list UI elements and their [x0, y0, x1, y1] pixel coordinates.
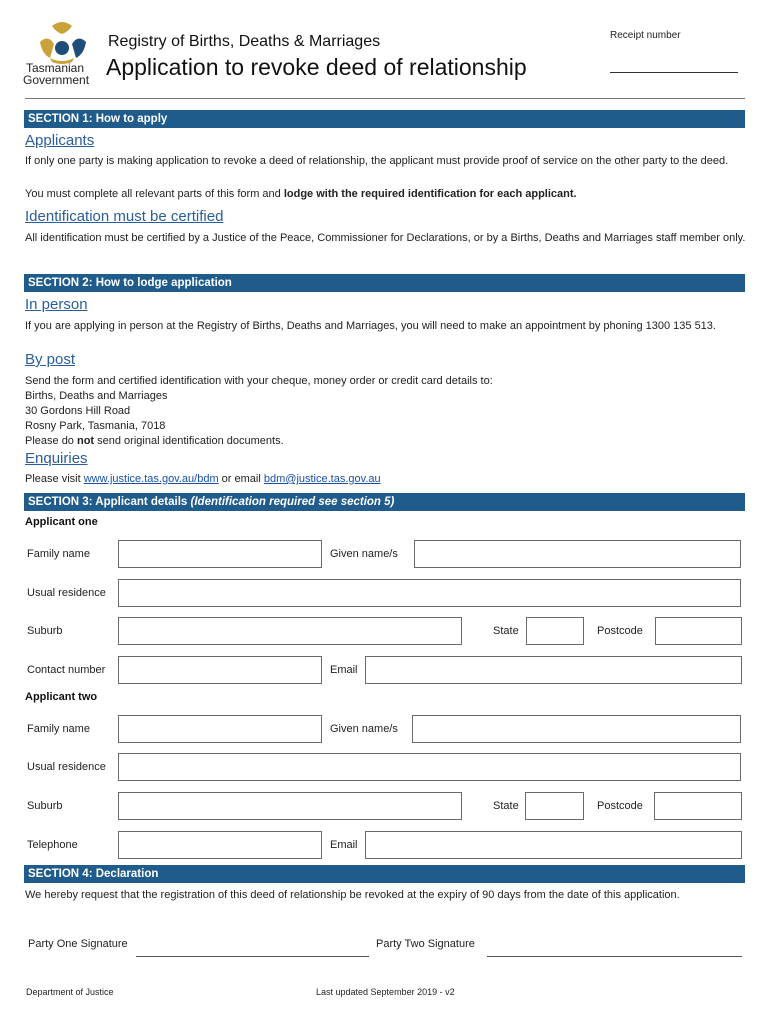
- applicants-p2-bold: lodge with the required identification for each applicant.: [283, 188, 577, 200]
- in-person-paragraph: If you are applying in person at the Registry of Births, Deaths and Marriages, you will need to make an appointment by phoning 1300 135 513.: [25, 320, 716, 332]
- a1-state-label: State: [493, 625, 519, 637]
- a2-family-name-input[interactable]: [118, 715, 322, 743]
- in-person-heading: In person: [25, 296, 88, 313]
- enquiries-text-b: or email: [218, 473, 264, 485]
- a2-telephone-input[interactable]: [118, 831, 322, 859]
- applicants-paragraph-2: [25, 187, 747, 202]
- a2-email-input[interactable]: [365, 831, 742, 859]
- a2-telephone-label: Telephone: [27, 839, 78, 851]
- by-post-line5-c: send original identification documents.: [94, 435, 284, 447]
- footer-last-updated: Last updated September 2019 - v2: [316, 987, 455, 997]
- enquiries-paragraph: [25, 472, 747, 487]
- a2-state-input[interactable]: [525, 792, 584, 820]
- a1-state-input[interactable]: [526, 617, 584, 645]
- a1-usual-residence-input[interactable]: [118, 579, 741, 607]
- identification-heading: Identification must be certified: [25, 208, 224, 225]
- a2-suburb-label: Suburb: [27, 800, 63, 812]
- section3-bar-title: SECTION 3: Applicant details: [28, 496, 191, 508]
- party-two-signature-label: Party Two Signature: [376, 938, 475, 950]
- enquiries-heading: Enquiries: [25, 450, 88, 467]
- by-post-block: [25, 374, 747, 449]
- by-post-line5-a: Please do: [25, 435, 77, 447]
- a1-family-name-input[interactable]: [118, 540, 322, 568]
- a1-usual-residence-label: Usual residence: [27, 587, 106, 599]
- a2-usual-residence-input[interactable]: [118, 753, 741, 781]
- email-link[interactable]: bdm@justice.tas.gov.au: [263, 473, 381, 485]
- a2-usual-residence-label: Usual residence: [27, 761, 106, 773]
- a1-suburb-input[interactable]: [118, 617, 462, 645]
- a1-contact-number-input[interactable]: [118, 656, 322, 684]
- applicants-paragraph: If only one party is making application to revoke a deed of relationship, the applicant must provide proof of service on the other party to the deed.: [25, 155, 729, 167]
- a2-state-label: State: [493, 800, 519, 812]
- a2-given-names-label: Given name/s: [330, 723, 398, 735]
- by-post-line2: Births, Deaths and Marriages: [25, 390, 168, 402]
- a2-suburb-input[interactable]: [118, 792, 462, 820]
- website-link[interactable]: www.justice.tas.gov.au/bdm: [83, 473, 219, 485]
- a1-email-label: Email: [330, 664, 358, 676]
- applicant-two-heading: Applicant two: [25, 691, 98, 703]
- section1-bar: SECTION 1: How to apply: [24, 110, 745, 128]
- a2-email-label: Email: [330, 839, 358, 851]
- footer-department: Department of Justice: [26, 987, 114, 997]
- a2-given-names-input[interactable]: [412, 715, 741, 743]
- a1-given-names-input[interactable]: [414, 540, 741, 568]
- a1-postcode-input[interactable]: [655, 617, 742, 645]
- party-one-signature-line[interactable]: [136, 956, 369, 957]
- party-two-signature-line[interactable]: [487, 956, 742, 957]
- a1-suburb-label: Suburb: [27, 625, 63, 637]
- a1-email-input[interactable]: [365, 656, 742, 684]
- a1-given-names-label: Given name/s: [330, 548, 398, 560]
- a1-postcode-label: Postcode: [597, 625, 643, 637]
- by-post-line4: Rosny Park, Tasmania, 7018: [25, 420, 166, 432]
- applicants-heading: Applicants: [25, 132, 95, 149]
- by-post-line3: 30 Gordons Hill Road: [25, 405, 131, 417]
- by-post-heading: By post: [25, 351, 76, 368]
- a1-family-name-label: Family name: [27, 548, 90, 560]
- header-divider: [25, 98, 745, 99]
- identification-paragraph: All identification must be certified by a Justice of the Peace, Commissioner for Declarations, or by a Births, Deaths and Marriages staff member only.: [25, 232, 746, 244]
- logo-text-line1: Tasmanian: [26, 61, 85, 75]
- applicant-one-heading: Applicant one: [25, 516, 98, 528]
- party-one-signature-label: Party One Signature: [28, 938, 128, 950]
- section3-bar-note: (Identification required see section 5): [190, 496, 395, 508]
- by-post-line5: [25, 434, 747, 449]
- by-post-line5-bold: not: [76, 435, 95, 447]
- logo-wordmark: [23, 61, 90, 87]
- section3-bar: [24, 493, 745, 511]
- a1-contact-number-label: Contact number: [27, 664, 106, 676]
- section2-bar: SECTION 2: How to lodge application: [24, 274, 745, 292]
- applicants-p2-text: You must complete all relevant parts of this form and: [25, 188, 284, 200]
- a2-postcode-label: Postcode: [597, 800, 643, 812]
- agency-name: Registry of Births, Deaths & Marriages: [108, 33, 381, 50]
- by-post-line1: Send the form and certified identification with your cheque, money order or credit card details to:: [25, 375, 493, 387]
- logo-text-line2: Government: [23, 73, 90, 87]
- receipt-number-field[interactable]: [610, 72, 738, 73]
- receipt-number-label: Receipt number: [610, 30, 681, 41]
- section4-bar: SECTION 4: Declaration: [24, 865, 745, 883]
- a2-family-name-label: Family name: [27, 723, 90, 735]
- declaration-text: We hereby request that the registration of this deed of relationship be revoked at the expiry of 90 days from the date of this application.: [25, 889, 680, 901]
- enquiries-text-a: Please visit: [25, 473, 84, 485]
- page-title: Application to revoke deed of relationship: [106, 54, 527, 80]
- a2-postcode-input[interactable]: [654, 792, 742, 820]
